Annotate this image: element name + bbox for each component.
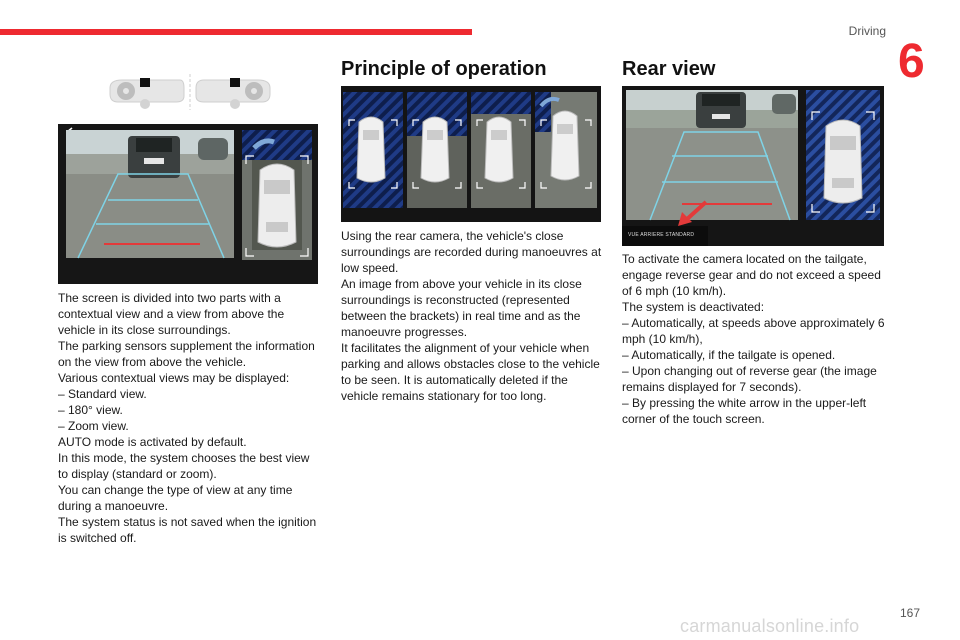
list-item: – By pressing the white arrow in the upper-left corner of the touch screen. <box>622 396 867 426</box>
frame-1 <box>343 92 403 208</box>
dashboard-right-icon <box>196 78 270 109</box>
frame-3 <box>471 92 531 208</box>
section-label: Driving <box>848 24 886 38</box>
paragraph: An image from above your vehicle in its close surroundings is reconstructed (represented between the brackets) in real time and as the manoeuvre progresses. <box>341 277 582 339</box>
dashboard-left-icon <box>110 78 184 109</box>
column2-text <box>341 228 605 404</box>
list-item: – 180° view. <box>58 403 123 417</box>
paragraph: The system status is not saved when the ignition is switched off. <box>58 515 317 545</box>
paragraph: AUTO mode is activated by default. <box>58 435 247 449</box>
paragraph: It facilitates the alignment of your vehicle when parking and allows obstacles close to the vehicle to be seen. It is automatically deleted if the vehicle remains stationary for too long. <box>341 341 600 403</box>
list-item: – Upon changing out of reverse gear (the image remains displayed for 7 seconds). <box>622 364 877 394</box>
chapter-number: 6 <box>898 35 925 88</box>
frame-4 <box>535 92 597 208</box>
camera-split-screen-figure <box>58 124 318 284</box>
page-number: 167 <box>900 606 921 620</box>
paragraph: The parking sensors supplement the information on the view from above the vehicle. <box>58 339 315 369</box>
paragraph: Various contextual views may be displayed: <box>58 371 290 385</box>
header-accent-bar <box>0 29 472 35</box>
column3-text <box>622 251 886 427</box>
dashboard-icons-illustration <box>108 74 272 114</box>
watermark: carmanualsonline.info <box>680 616 860 636</box>
list-item: – Standard view. <box>58 387 147 401</box>
list-item: – Zoom view. <box>58 419 129 433</box>
column1-text <box>58 290 322 546</box>
principle-of-operation-figure <box>341 86 601 222</box>
heading-rear-view: Rear view <box>622 58 716 80</box>
paragraph: You can change the type of view at any time during a manoeuvre. <box>58 483 293 513</box>
list-item: – Automatically, at speeds above approximately 6 mph (10 km/h), <box>622 316 885 346</box>
paragraph: The screen is divided into two parts with a contextual view and a view from above the vehicle in its close surroundings. <box>58 291 285 337</box>
list-item: – Automatically, if the tailgate is opened. <box>622 348 836 362</box>
figure-caption: VUE ARRIERE STANDARD <box>628 232 695 238</box>
frame-2 <box>407 92 467 208</box>
heading-principle-of-operation: Principle of operation <box>341 58 547 80</box>
paragraph: In this mode, the system chooses the best view to display (standard or zoom). <box>58 451 310 481</box>
paragraph: The system is deactivated: <box>622 300 765 314</box>
paragraph: Using the rear camera, the vehicle's close surroundings are recorded during manoeuvres at low speed. <box>341 229 602 275</box>
rear-view-figure <box>622 86 884 246</box>
paragraph: To activate the camera located on the tailgate, engage reverse gear and do not exceed a speed of 6 mph (10 km/h). <box>622 252 881 298</box>
